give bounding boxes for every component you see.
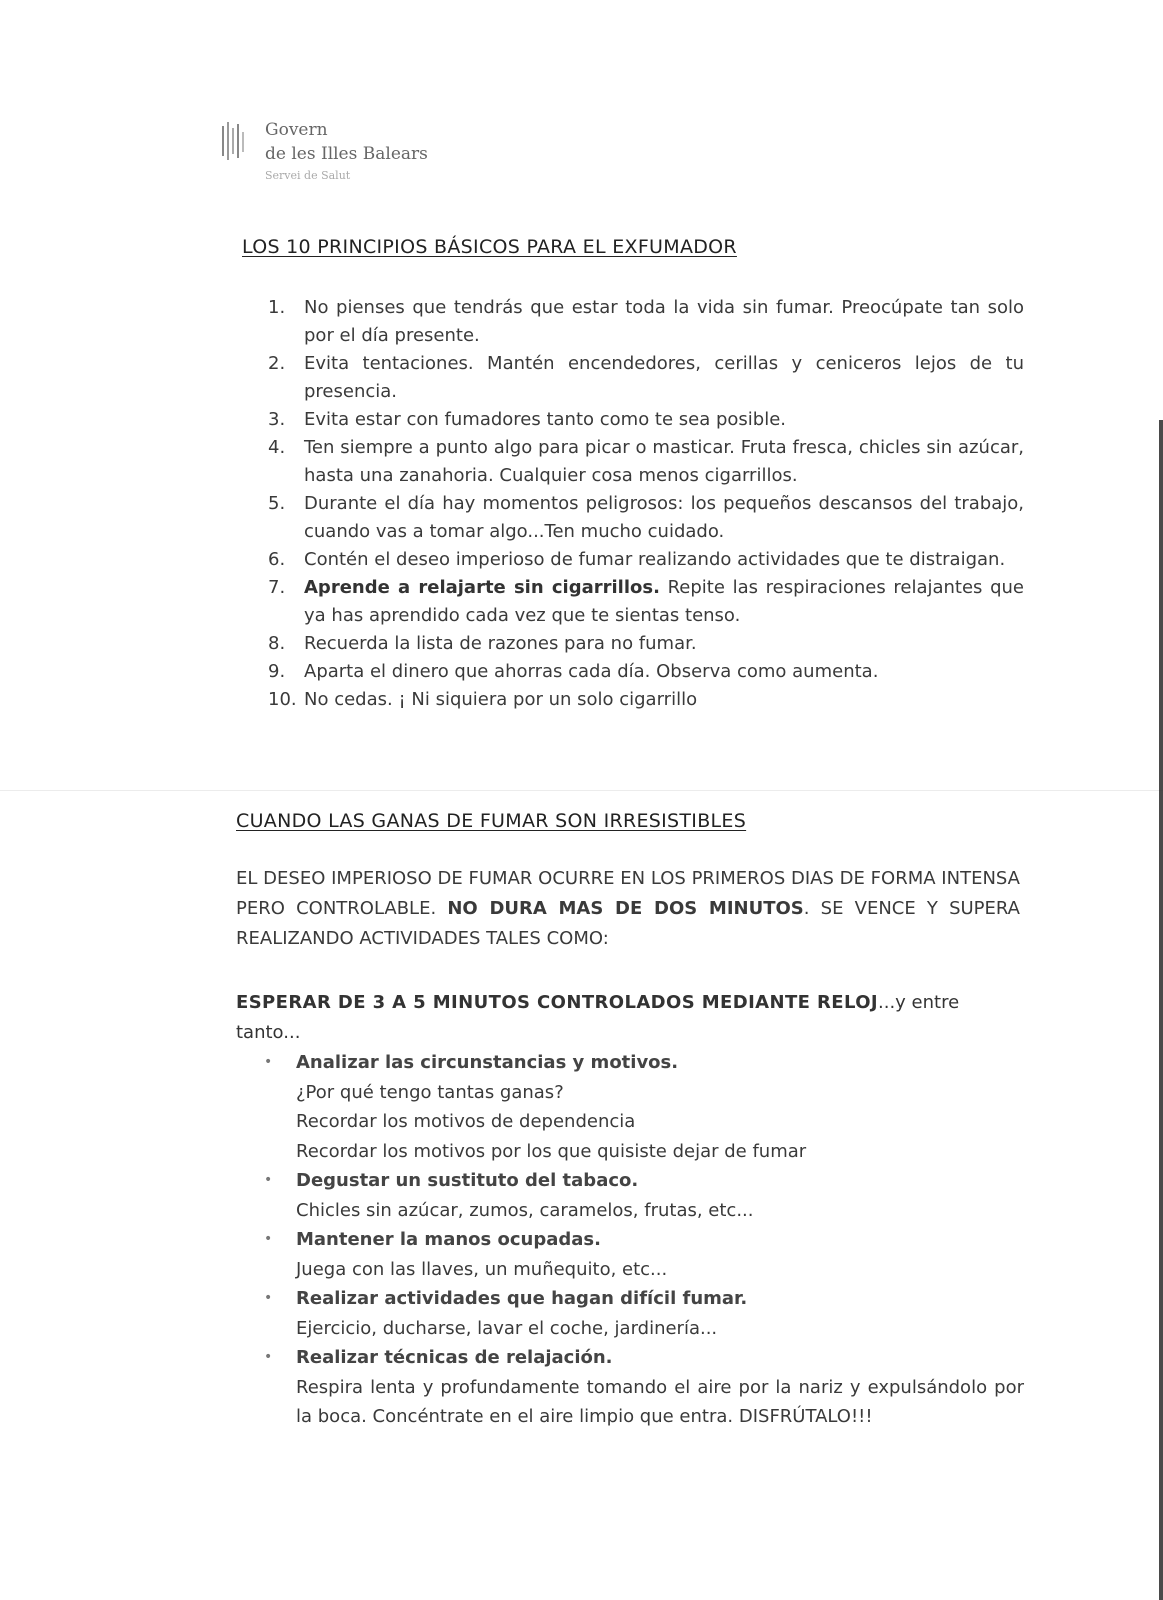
item-text: No cedas. ¡ Ni siquiera por un solo cigarrillo (304, 689, 698, 710)
logo-text (265, 118, 428, 186)
strategy-detail: Respira lenta y profundamente tomando el aire por la nariz y expulsándolo por la boca. Concéntrate en el aire limpio que entra. DISFRÚTALO!!! (296, 1376, 1024, 1427)
wait-instruction (236, 988, 1020, 1048)
principle-item (268, 574, 1024, 630)
item-number: 7. (268, 577, 286, 598)
strategy-head: Mantener la manos ocupadas. (296, 1229, 601, 1250)
principle-item (268, 630, 1024, 658)
bullet-icon: • (264, 1172, 273, 1188)
strategy-head: Realizar actividades que hagan difícil fumar. (296, 1288, 748, 1309)
strategy-detail: ¿Por qué tengo tantas ganas? (296, 1081, 564, 1103)
strategy-detail: Chicles sin azúcar, zumos, caramelos, frutas, etc... (296, 1199, 754, 1221)
paper-fold-line (0, 790, 1163, 791)
item-number: 10. (268, 689, 297, 710)
item-text: No pienses que tendrás que estar toda la vida sin fumar. Preocúpate tan solo por el día presente. (304, 297, 1024, 346)
intro-part-c: . SE VENCE Y SUPERA REALIZANDO ACTIVIDADES TALES COMO: (236, 898, 1020, 949)
item-number: 1. (268, 297, 286, 318)
principle-item (268, 658, 1024, 686)
item-text: Contén el deseo imperioso de fumar realizando actividades que te distraigan. (304, 549, 1006, 570)
item-number: 5. (268, 493, 286, 514)
principles-list (268, 294, 1024, 714)
item-number: 9. (268, 661, 286, 682)
bullet-icon: • (264, 1054, 273, 1070)
govern-emblem-icon (220, 122, 248, 162)
item-text: Aparta el dinero que ahorras cada día. Observa como aumenta. (304, 661, 879, 682)
item-text: Recuerda la lista de razones para no fumar. (304, 633, 697, 654)
principle-item (268, 490, 1024, 546)
principle-item (268, 434, 1024, 490)
item-text: Durante el día hay momentos peligrosos: los pequeños descansos del trabajo, cuando vas a tomar algo...Ten mucho cuidado. (304, 493, 1024, 542)
strategy-item (264, 1284, 1024, 1343)
bullet-icon: • (264, 1290, 273, 1306)
wait-tail: ...y entre tanto... (236, 992, 960, 1043)
item-number: 4. (268, 437, 286, 458)
strategy-head: Degustar un sustituto del tabaco. (296, 1170, 639, 1191)
strategy-detail: Recordar los motivos de dependencia (296, 1111, 636, 1132)
bullet-icon: • (264, 1231, 273, 1247)
scan-edge-shadow (1159, 420, 1163, 1600)
strategy-head: Realizar técnicas de relajación. (296, 1347, 613, 1368)
principles-title: LOS 10 PRINCIPIOS BÁSICOS PARA EL EXFUMADOR (242, 236, 737, 258)
principle-item (268, 406, 1024, 434)
logo-line-balears: de les Illes Balears (265, 144, 428, 164)
item-number: 2. (268, 353, 286, 374)
cravings-title: CUANDO LAS GANAS DE FUMAR SON IRRESISTIBLES (236, 810, 747, 832)
item-number: 6. (268, 549, 286, 570)
intro-part-b: NO DURA MAS DE DOS MINUTOS (447, 898, 804, 919)
item-number: 3. (268, 409, 286, 430)
logo-line-govern: Govern (265, 120, 328, 140)
item-text: Ten siempre a punto algo para picar o masticar. Fruta fresca, chicles sin azúcar, hasta una zanahoria. Cualquier cosa menos cigarrillos. (304, 437, 1024, 486)
item-bold-text: Aprende a relajarte sin cigarrillos. (304, 577, 660, 598)
strategy-head: Analizar las circunstancias y motivos. (296, 1052, 679, 1073)
cravings-intro (236, 864, 1020, 954)
bullet-icon: • (264, 1349, 273, 1365)
principle-item (268, 294, 1024, 350)
strategy-detail: Juega con las llaves, un muñequito, etc... (296, 1258, 668, 1280)
principle-item (268, 546, 1024, 574)
logo-line-servei: Servei de Salut (265, 169, 351, 182)
principle-item (268, 350, 1024, 406)
strategy-detail: Ejercicio, ducharse, lavar el coche, jardinería... (296, 1317, 718, 1339)
wait-caps: ESPERAR DE 3 A 5 MINUTOS CONTROLADOS MEDIANTE RELOJ (236, 992, 879, 1013)
intro-part-a: EL DESEO IMPERIOSO DE FUMAR OCURRE EN LOS PRIMEROS DIAS DE FORMA INTENSA PERO CONTROLABLE. (236, 868, 1020, 919)
strategy-item (264, 1166, 1024, 1225)
item-text: Evita tentaciones. Mantén encendedores, cerillas y ceniceros lejos de tu presencia. (304, 353, 1024, 402)
principle-item (268, 686, 1024, 714)
strategy-item (264, 1048, 1024, 1166)
item-text (304, 574, 1024, 630)
item-rest-text: Repite las respiraciones relajantes que ya has aprendido cada vez que te sientas tenso. (304, 577, 1024, 626)
item-number: 8. (268, 633, 286, 654)
strategy-item (264, 1343, 1024, 1432)
strategy-item (264, 1225, 1024, 1284)
strategies-list (264, 1048, 1024, 1432)
item-text: Evita estar con fumadores tanto como te sea posible. (304, 409, 787, 430)
strategy-detail: Recordar los motivos por los que quisiste dejar de fumar (296, 1140, 807, 1162)
